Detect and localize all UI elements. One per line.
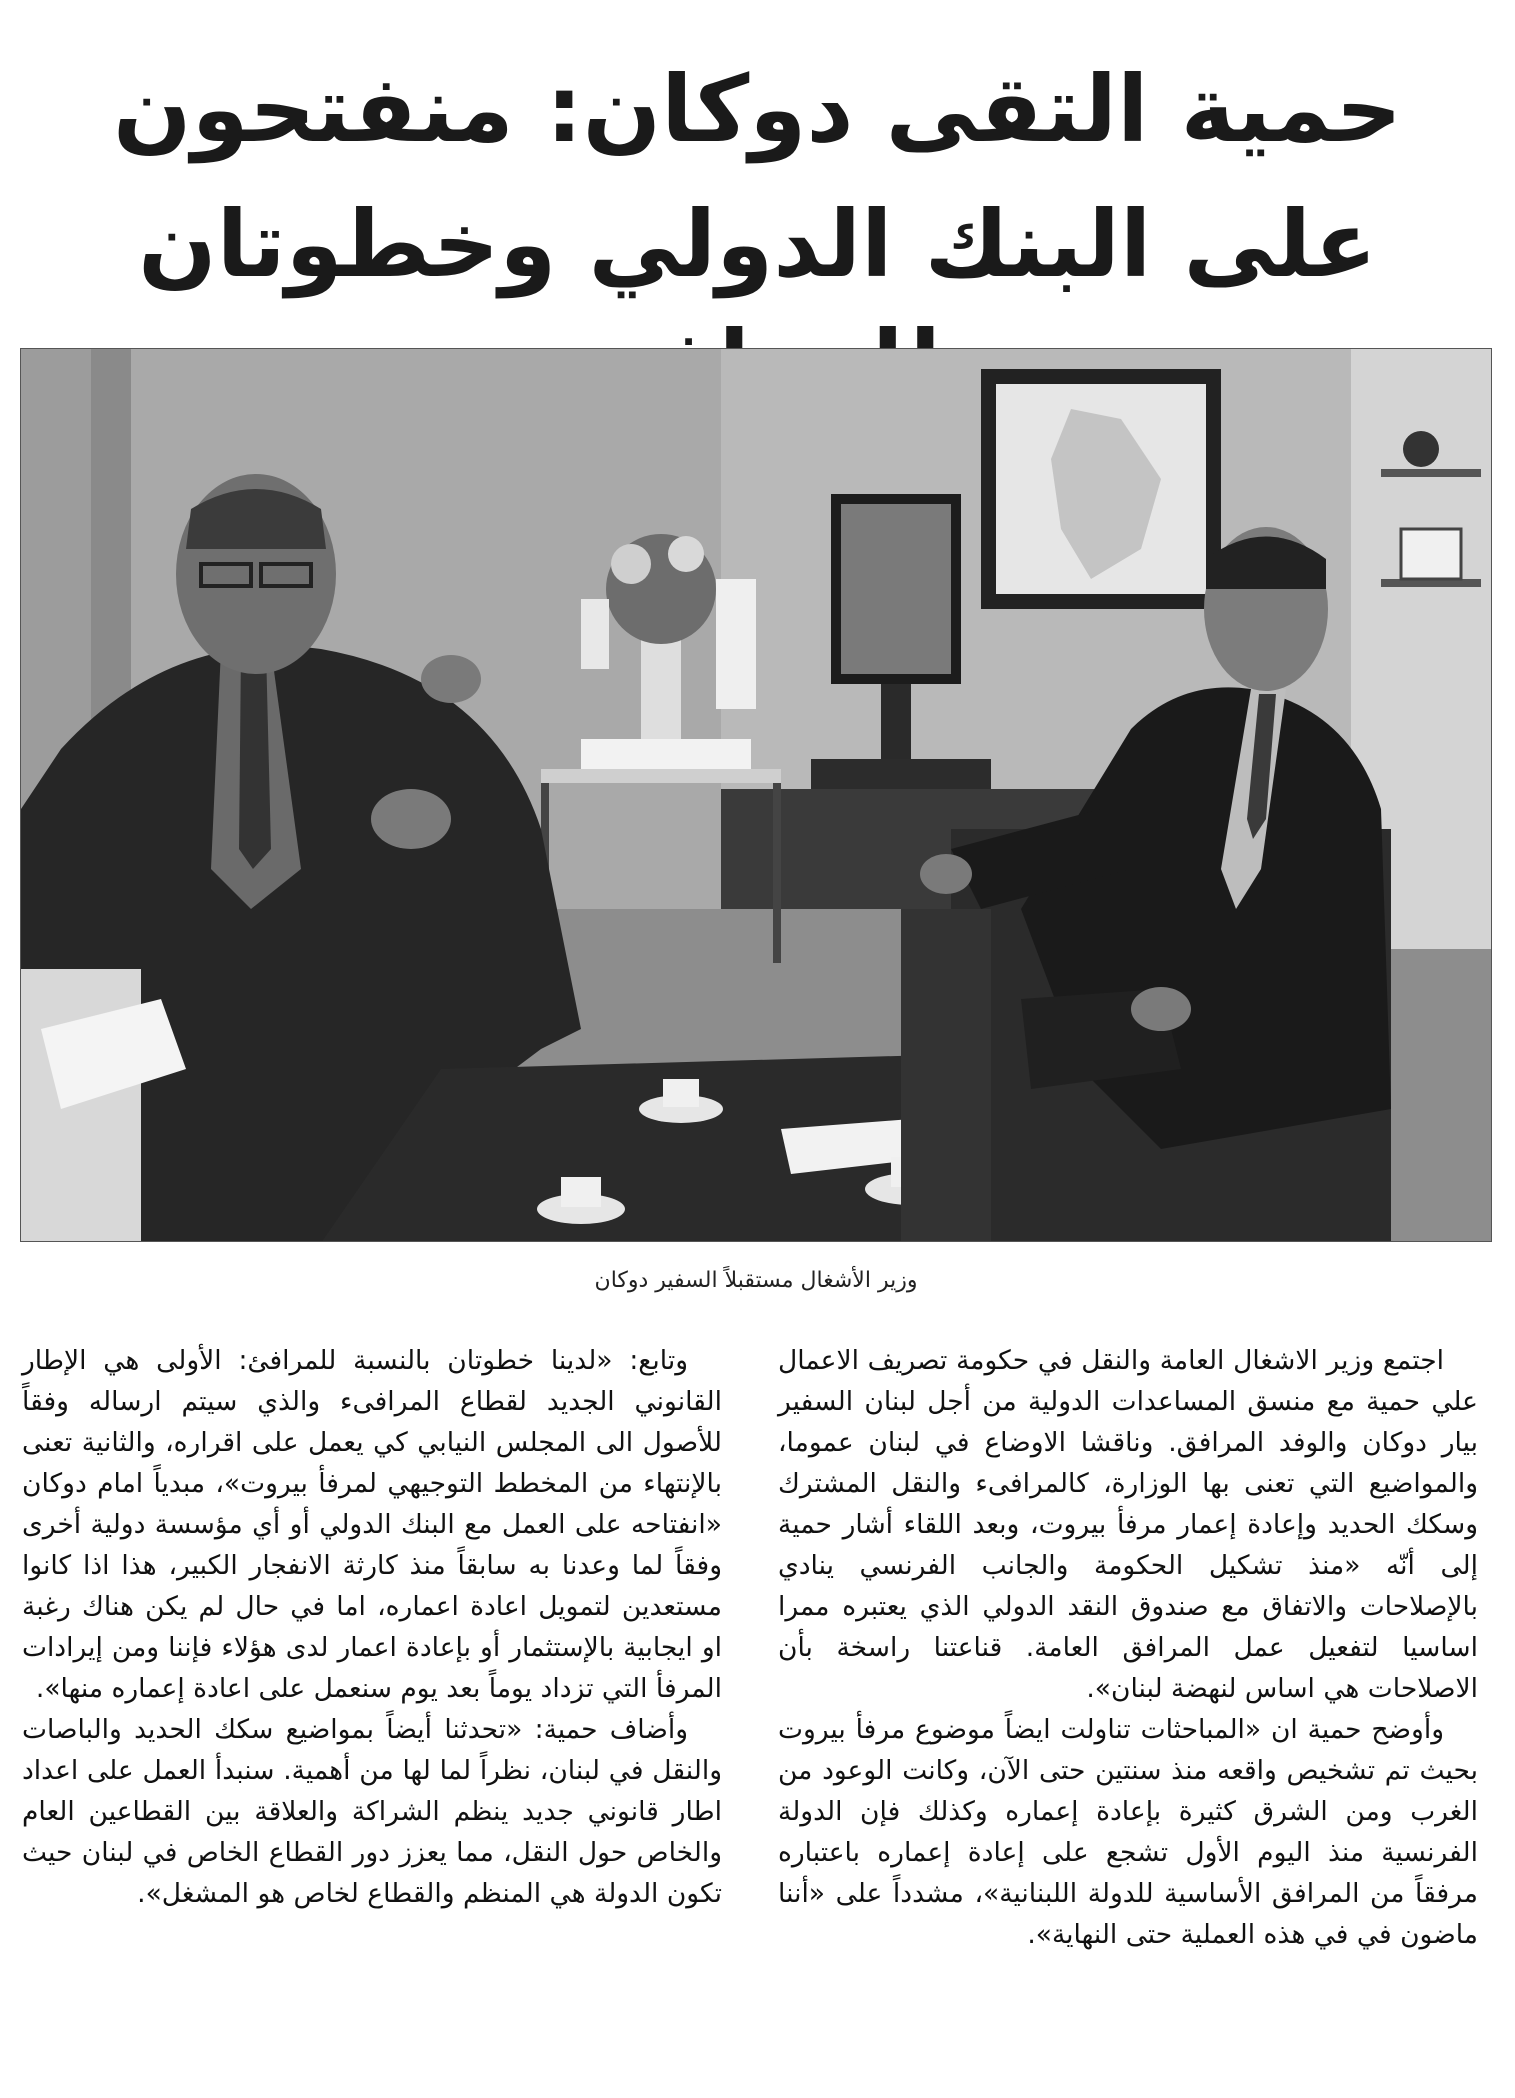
- photo-caption: وزير الأشغال مستقبلاً السفير دوكان: [594, 1268, 918, 1293]
- article-column-left: [22, 1340, 722, 1914]
- meeting-photo-icon: [20, 348, 1492, 1242]
- article-paragraph: اجتمع وزير الاشغال العامة والنقل في حكومة تصريف الاعمال علي حمية مع منسق المساعدات الدولية من أجل لبنان السفير بيار دوكان والوفد المرافق. وناقشا الاوضاع في لبنان عموما، والمواضيع التي تعنى بها الوزارة، كالمرافىء والنقل المشترك وسكك الحديد وإعادة إعمار مرفأ بيروت، وبعد اللقاء أشار حمية إلى أنّه «منذ تشكيل الحكومة والجانب الفرنسي ينادي بالإصلاحات والاتفاق مع صندوق النقد الدولي الذي يعتبره ممرا اساسيا لتفعيل عمل المرافق العامة. قناعتنا راسخة بأن الاصلاحات هي اساس لنهضة لبنان».: [778, 1345, 1478, 1704]
- article-column-right: [778, 1340, 1478, 1955]
- article-paragraph: وتابع: «لدينا خطوتان بالنسبة للمرافئ: الأولى هي الإطار القانوني الجديد لقطاع المرافىء والذي سيتم ارساله وفقاً للأصول الى المجلس النيابي كي يعمل على اقراره، والثانية تعنى بالإنتهاء من المخطط التوجيهي لمرفأ بيروت»، مبدياً امام دوكان «انفتاحه على العمل مع البنك الدولي أو أي مؤسسة دولية أخرى وفقاً لما وعدنا به سابقاً منذ كارثة الانفجار الكبير، هذا اذا كانوا مستعدين لتمويل اعادة اعماره، اما في حال لم يكن هناك رغبة او ايجابية بالإستثمار أو بإعادة اعمار لدى هؤلاء فإننا ومن إيرادات المرفأ التي تزداد يوماً بعد يوم سنعمل على اعادة إعماره منها».: [22, 1345, 722, 1704]
- article-paragraph: وأضاف حمية: «تحدثنا أيضاً بمواضيع سكك الحديد والباصات والنقل في لبنان، نظراً لما لها من أهمية. سنبدأ العمل على اعداد اطار قانوني جديد ينظم الشراكة والعلاقة بين القطاعين العام والخاص حول النقل، مما يعزز دور القطاع الخاص في لبنان حيث تكون الدولة هي المنظم والقطاع لخاص هو المشغل».: [22, 1714, 722, 1909]
- article-paragraph: وأوضح حمية ان «المباحثات تناولت ايضاً موضوع مرفأ بيروت بحيث تم تشخيص واقعه منذ سنتين حتى الآن، وكانت الوعود من الغرب ومن الشرق كثيرة بإعادة إعماره وكذلك فإن الدولة الفرنسية منذ اليوم الأول تشجع على إعادة إعماره باعتباره مرفقاً من المرافق الأساسية للدولة اللبنانية»، مشدداً على «أننا ماضون في في هذه العملية حتى النهاية».: [778, 1714, 1478, 1950]
- headline-line-2: على البنك الدولي وخطوتان: [138, 191, 1377, 298]
- headline-line-1: حمية التقى دوكان: منفتحون: [113, 56, 1402, 163]
